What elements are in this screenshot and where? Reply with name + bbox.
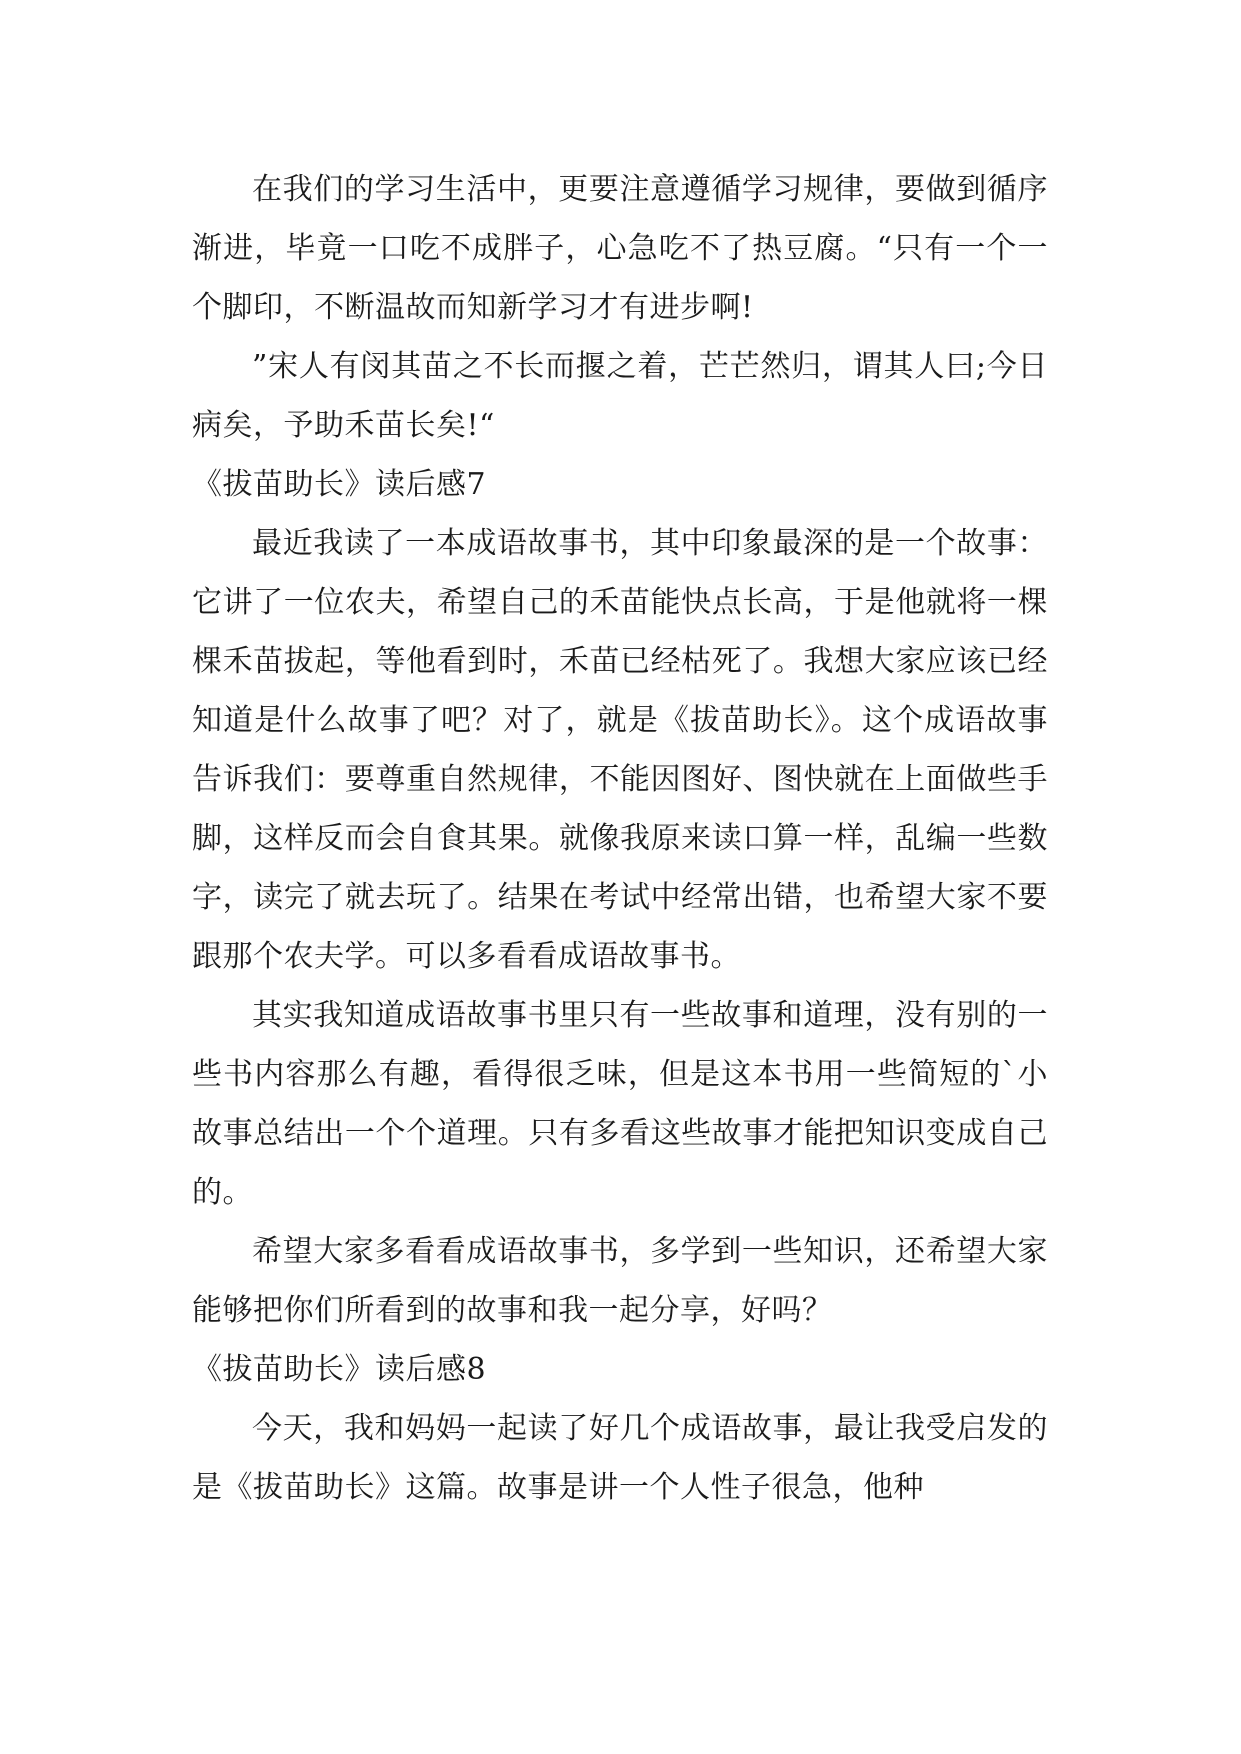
- paragraph: 希望大家多看看成语故事书，多学到一些知识，还希望大家能够把你们所看到的故事和我一起分享，好吗？: [192, 1234, 1048, 1328]
- paragraph: 今天，我和妈妈一起读了好几个成语故事，最让我受启发的是《拔苗助长》这篇。故事是讲一个人性子很急，他种: [192, 1411, 1048, 1505]
- section-heading: 《拔苗助长》读后感8: [192, 1352, 487, 1387]
- paragraph: ”宋人有闵其苗之不长而揠之着，芒芒然归，谓其人曰;今日病矣，予助禾苗长矣!“: [192, 349, 1048, 443]
- paragraph: 其实我知道成语故事书里只有一些故事和道理，没有别的一些书内容那么有趣，看得很乏味，但是这本书用一些简短的`小故事总结出一个个道理。只有多看这些故事才能把知识变成自己的。: [192, 998, 1048, 1210]
- paragraph: 最近我读了一本成语故事书，其中印象最深的是一个故事：它讲了一位农夫，希望自己的禾苗能快点长高，于是他就将一棵棵禾苗拔起，等他看到时，禾苗已经枯死了。我想大家应该已经知道是什么故事了吧？对了，就是《拔苗助长》。这个成语故事告诉我们：要尊重自然规律，不能因图好、图快就在上面做些手脚，这样反而会自食其果。就像我原来读口算一样，乱编一些数字，读完了就去玩了。结果在考试中经常出错，也希望大家不要跟那个农夫学。可以多看看成语故事书。: [192, 526, 1048, 974]
- document-body: [192, 160, 1048, 1517]
- paragraph: 在我们的学习生活中，更要注意遵循学习规律，要做到循序渐进，毕竟一口吃不成胖子，心急吃不了热豆腐。“只有一个一个脚印，不断温故而知新学习才有进步啊!: [192, 172, 1048, 325]
- section-heading: 《拔苗助长》读后感7: [192, 467, 487, 502]
